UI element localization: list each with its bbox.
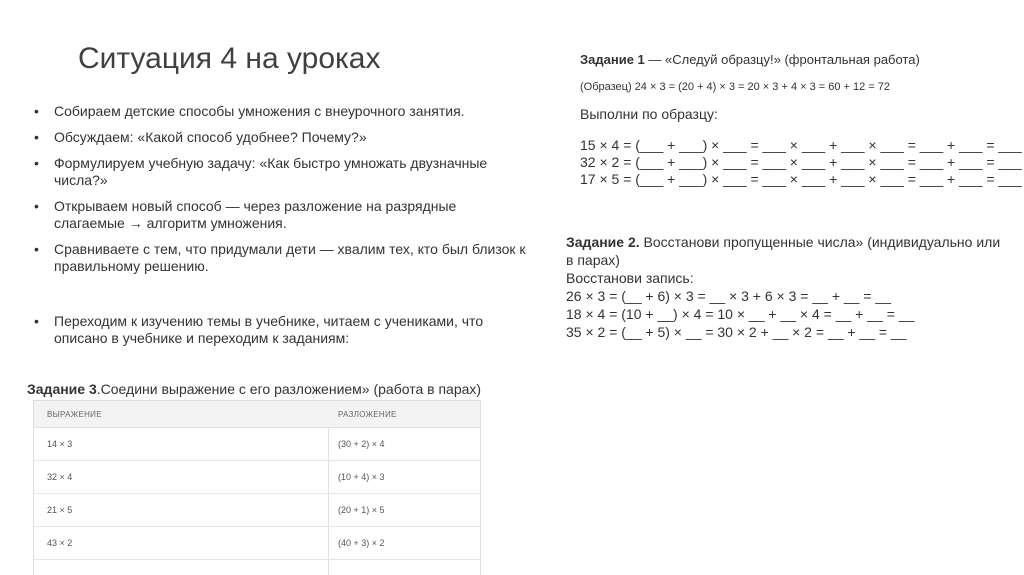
equation-line: 18 × 4 = (10 + __) × 4 = 10 × __ + __ × 4 = __ + __ = __ [566, 306, 915, 322]
equation-line: 15 × 4 = (___ + ___) × ___ = ___ × ___ + ___ × ___ = ___ + ___ = ___ [580, 137, 1022, 153]
cell-expansion: (20 + 1) × 5 [338, 505, 385, 515]
cell-expansion: (10 + 4) × 3 [338, 472, 385, 482]
bullet-text: Обсуждаем: «Какой способ удобнее? Почему?» [54, 129, 367, 145]
equation-line: 35 × 2 = (__ + 5) × __ = 30 × 2 + __ × 2 = __ + __ = __ [566, 324, 907, 340]
cell-expression: 21 × 5 [47, 505, 73, 515]
bullet-text: Переходим к изучению темы в учебнике, читаем с учениками, что описано в учебнике и переходим к заданиям: [54, 313, 484, 346]
cell-expression: 32 × 4 [47, 472, 73, 482]
task-1-subtitle: — «Следуй образцу!» (фронтальная работа) [644, 52, 920, 67]
task-3-label: Задание 3 [27, 381, 97, 397]
bullet-item [30, 313, 530, 347]
task-2-label: Задание 2. [566, 234, 640, 250]
task-1-label: Задание 1 [580, 52, 645, 67]
bullet-text: Сравниваете с тем, что придумали дети — хвалим тех, кто был близок к правильному решению. [54, 241, 526, 274]
bullet-dot: • [34, 241, 39, 257]
table-row [34, 494, 480, 527]
bullet-item [30, 155, 530, 189]
cell-expression: 43 × 2 [47, 538, 73, 548]
header-expression: ВЫРАЖЕНИЕ [47, 410, 102, 419]
task-2-subtitle: Восстанови пропущенные числа» (индивидуально или в парах) [566, 234, 1001, 268]
task-1-instruction: Выполни по образцу: [580, 106, 718, 122]
bullet-item [30, 198, 530, 232]
table-row [34, 527, 480, 560]
bullet-item [30, 241, 530, 275]
task-2-instruction: Восстанови запись: [566, 270, 694, 286]
slide-title: Ситуация 4 на уроках [78, 42, 381, 75]
table-row [34, 428, 480, 461]
task-1 [580, 52, 1022, 188]
equation-line: 26 × 3 = (__ + 6) × 3 = __ × 3 + 6 × 3 = __ + __ = __ [566, 288, 891, 304]
bullet-dot: • [34, 103, 39, 119]
task-2 [566, 233, 1006, 341]
bullet-dot: • [34, 198, 39, 214]
task-2-heading [566, 233, 1006, 269]
bullet-text: Открываем новый способ — через разложение на разрядные слагаемые → алгоритм умножения. [54, 198, 457, 231]
task-1-equations [580, 137, 1022, 188]
task-1-heading [580, 52, 1000, 67]
bullet-dot: • [34, 129, 39, 145]
equation-line: 32 × 2 = (___ + ___) × ___ = ___ × ___ + ___ × ___ = ___ + ___ = ___ [580, 154, 1022, 170]
bullet-item [30, 129, 530, 146]
bullet-dot: • [34, 155, 39, 171]
bullet-text: Формулируем учебную задачу: «Как быстро умножать двузначные числа?» [54, 155, 488, 188]
matching-table [33, 400, 481, 575]
bullet-text: Собираем детские способы умножения с внеурочного занятия. [54, 103, 465, 119]
bullet-dot: • [34, 313, 39, 329]
cell-expansion: (40 + 3) × 2 [338, 538, 385, 548]
task-1-sample: (Образец) 24 × 3 = (20 + 4) × 3 = 20 × 3 + 4 × 3 = 60 + 12 = 72 [580, 81, 891, 93]
bullet-list [30, 103, 530, 347]
task-3-subtitle: .Соедини выражение с его разложением» (работа в парах) [96, 381, 482, 397]
task-3-heading [27, 381, 481, 397]
cell-expansion: (30 + 2) × 4 [338, 439, 385, 449]
table-header [34, 401, 480, 428]
bullet-item [30, 103, 530, 120]
equation-line: 17 × 5 = (___ + ___) × ___ = ___ × ___ + ___ × ___ = ___ + ___ = ___ [580, 171, 1022, 187]
table-row [34, 461, 480, 494]
cell-expression: 14 × 3 [47, 439, 73, 449]
header-expansion: РАЗЛОЖЕНИЕ [338, 410, 397, 419]
